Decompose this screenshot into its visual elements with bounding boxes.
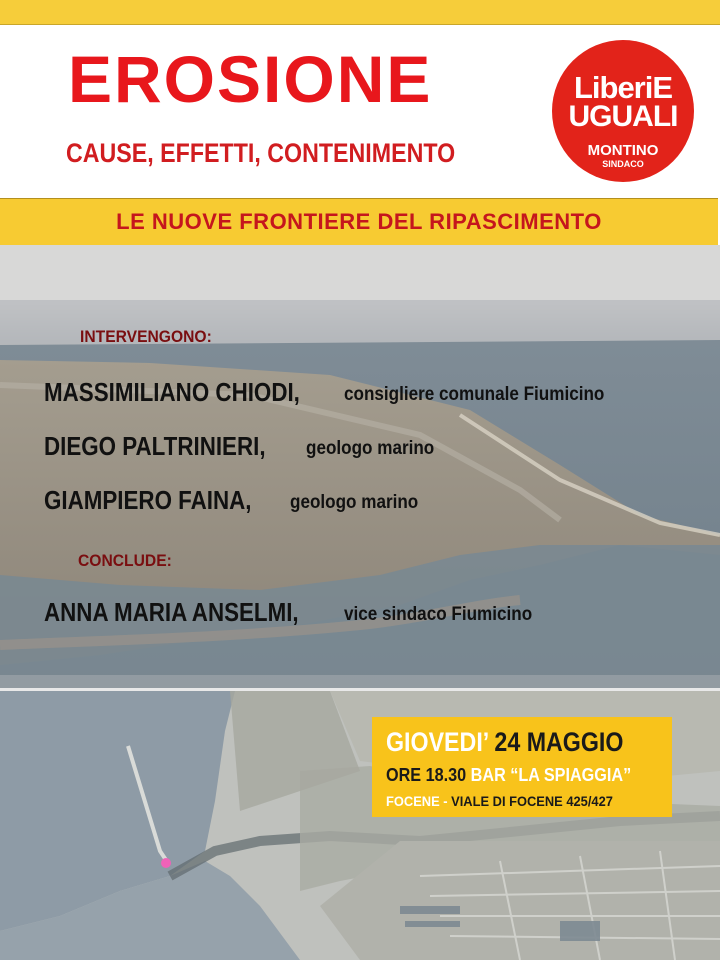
speaker-role: geologo marino: [290, 492, 419, 513]
event-venue: BAR “LA SPIAGGIA”: [470, 765, 632, 785]
speaker-row: [44, 485, 419, 516]
logo-line-liberi: LiberiE: [573, 70, 673, 105]
closing-speaker-row: [44, 597, 533, 628]
event-date: 24 MAGGIO: [494, 727, 624, 757]
event-time-line: [386, 765, 631, 786]
event-place: FOCENE: [386, 793, 440, 809]
ribbon-text: LE NUOVE FRONTIERE DEL RIPASCIMENTO: [116, 209, 602, 234]
party-logo: [552, 40, 694, 182]
speaker-name: DIEGO PALTRINIERI,: [44, 431, 266, 461]
top-yellow-strip: [0, 0, 720, 25]
speaker-name: MASSIMILIANO CHIODI,: [44, 377, 300, 407]
speakers-heading: INTERVENGONO:: [80, 327, 212, 346]
topic-ribbon: [0, 198, 718, 246]
speaker-role: consigliere comunale Fiumicino: [344, 384, 605, 405]
logo-line-uguali: UGUALI: [568, 100, 678, 133]
speaker-name: GIAMPIERO FAINA,: [44, 485, 252, 515]
page-subtitle: CAUSE, EFFETTI, CONTENIMENTO: [66, 138, 456, 168]
logo-line-montino: MONTINO: [587, 142, 659, 159]
event-address: VIALE DI FOCENE 425/427: [451, 793, 613, 809]
closing-speaker-role: vice sindaco Fiumicino: [344, 604, 533, 625]
event-time: ORE 18.30: [386, 765, 467, 785]
closing-speaker-name: ANNA MARIA ANSELMI,: [44, 597, 299, 627]
speaker-role: geologo marino: [306, 438, 435, 459]
page-title: EROSIONE: [68, 42, 433, 116]
event-address-line: [386, 793, 613, 809]
event-separator: -: [443, 793, 448, 809]
closing-heading: CONCLUDE:: [78, 551, 172, 570]
event-day: GIOVEDI’: [386, 727, 488, 757]
speaker-row: [44, 431, 435, 462]
logo-line-sindaco: SINDACO: [602, 159, 644, 169]
event-date-line: [386, 727, 623, 758]
speaker-row: [44, 377, 605, 408]
event-info-box: [372, 717, 672, 817]
